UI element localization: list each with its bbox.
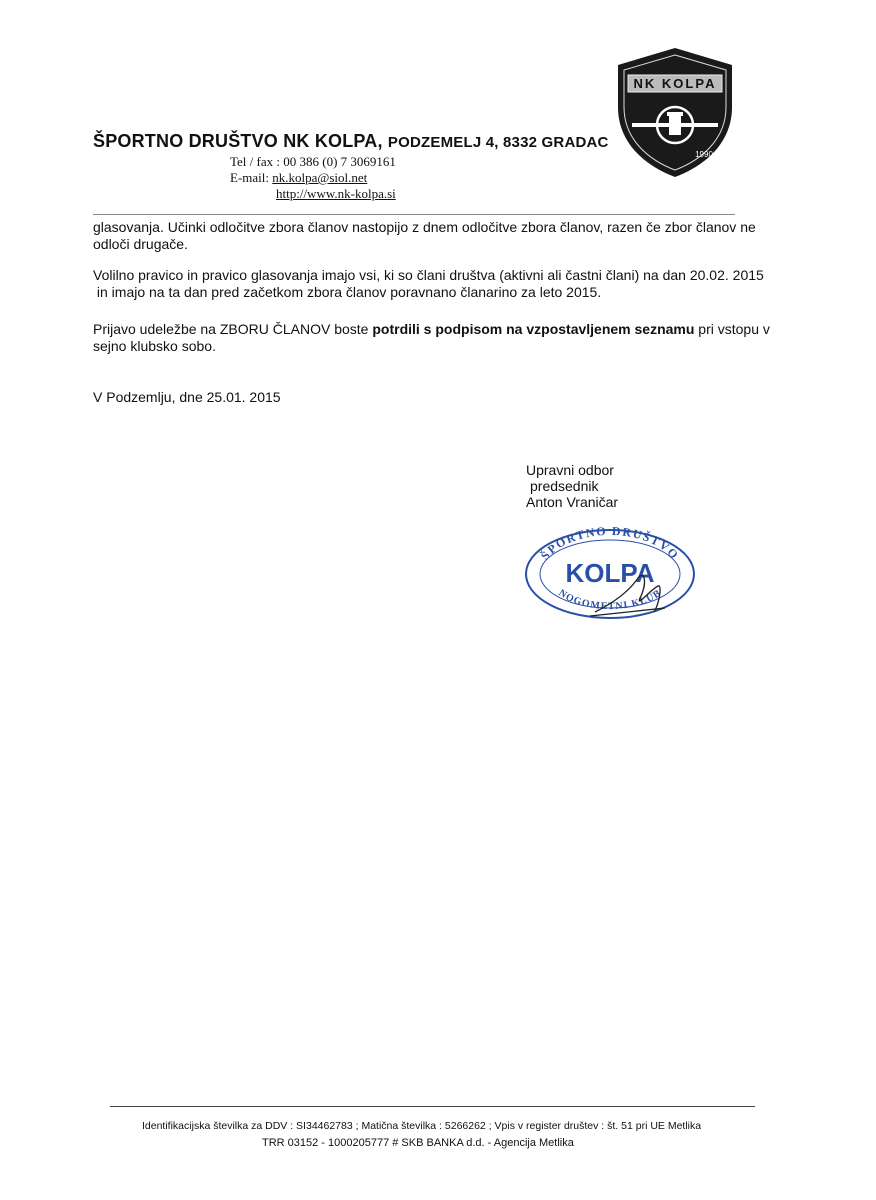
club-stamp: [520, 520, 700, 625]
signature-block: [526, 462, 618, 510]
stamp-top-text: ŠPORTNO DRUŠTVO: [537, 523, 683, 563]
president-name: Anton Vraničar: [526, 494, 619, 510]
org-name: ŠPORTNO DRUŠTVO NK KOLPA,: [93, 131, 383, 151]
paragraph-2-line-1: Volilno pravico in pravico glasovanja imajo vsi, ki so člani društva (aktivni ali častni člani) na dan 20.02. 2015: [93, 267, 764, 283]
president-label: predsednik: [530, 478, 599, 494]
stamp-bottom-text: NOGOMETNI KLUB: [556, 587, 664, 613]
footer-registration: Identifikacijska številka za DDV : SI34462783 ; Matična številka : 5266262 ; Vpis v register društev : št. 51 pri UE Metlika: [142, 1120, 702, 1132]
logo-year: 1990: [695, 150, 713, 159]
paragraph-2: [93, 267, 793, 301]
paragraph-2-line-2: in imajo na ta dan pred začetkom zbora članov poravnano članarino za leto 2015.: [93, 284, 602, 300]
footer-divider: [110, 1106, 755, 1107]
website-line: [276, 186, 396, 202]
header-divider: [93, 214, 735, 215]
email-label: E-mail:: [230, 170, 273, 185]
svg-text:ŠPORTNO DRUŠTVO: [538, 524, 682, 563]
org-address: PODZEMELJ 4, 8332 GRADAC: [387, 134, 609, 151]
paragraph-1: glasovanja. Učinki odločitve zbora članov nastopijo z dnem odločitve zbora članov, razen če zbor članov ne odloči drugače.: [93, 219, 756, 252]
board-label: Upravni odbor: [526, 462, 614, 478]
footer-bank: TRR 03152 - 1000205777 # SKB BANKA d.d. - Agencija Metlika: [262, 1137, 574, 1149]
letterhead-title: [93, 131, 609, 152]
stamp-center-text: KOLPA: [565, 558, 655, 588]
paragraph-3-start: Prijavo udeležbe na ZBORU ČLANOV boste: [93, 321, 373, 337]
paragraph-3-end: pri vstopu v sejno klubsko sobo.: [93, 321, 770, 354]
svg-text:NOGOMETNI KLUB: [556, 588, 663, 612]
tel-fax: Tel / fax : 00 386 (0) 7 3069161: [230, 154, 396, 169]
email-link[interactable]: nk.kolpa@siol.net: [272, 170, 368, 185]
paragraph-3: [93, 321, 793, 355]
website-link[interactable]: http://www.nk-kolpa.si: [276, 186, 396, 201]
club-logo: [612, 45, 738, 180]
place-date: V Podzemlju, dne 25.01. 2015: [93, 389, 281, 405]
logo-name: NK KOLPA: [633, 76, 717, 91]
email-line: [230, 170, 367, 186]
paragraph-3-bold: potrdili s podpisom na vzpostavljenem seznamu: [372, 321, 695, 337]
